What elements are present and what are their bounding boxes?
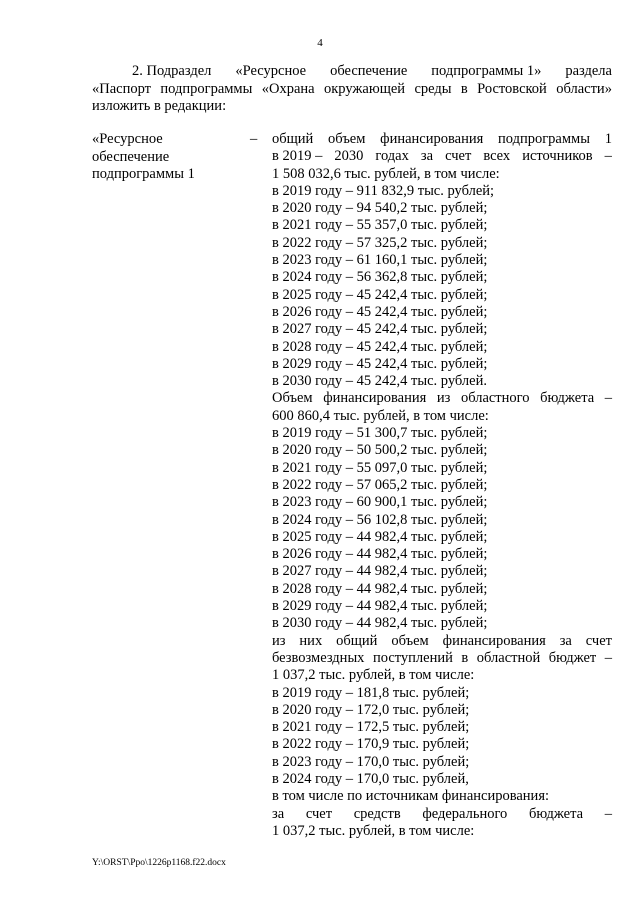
word: раздела [565, 63, 612, 79]
regional-year-line: в 2023 году – 60 900,1 тыс. рублей; [272, 494, 488, 511]
word: Ростовской [477, 80, 547, 97]
grants-year-line: в 2021 году – 172,5 тыс. рублей; [272, 719, 470, 736]
word: общий [336, 632, 378, 649]
word: 2030 [334, 148, 364, 165]
word: «Ресурсное [235, 63, 307, 79]
grants-years-list [272, 685, 612, 789]
word: 1 [604, 131, 612, 147]
total-year-line: в 2019 году – 911 832,9 тыс. рублей; [272, 182, 495, 199]
grants-heading-line-3: 1 037,2 тыс. рублей, в том числе: [272, 667, 475, 684]
grants-year-line: в 2024 году – 170,0 тыс. рублей, [272, 770, 469, 787]
word: объем [328, 131, 366, 147]
regional-years-list [272, 425, 612, 633]
total-year-line: в 2022 году – 57 325,2 тыс. рублей; [272, 234, 488, 251]
total-heading-line-1 [272, 131, 612, 148]
word: счет [585, 632, 612, 649]
word: «Охрана [261, 80, 315, 97]
word: поступлений [372, 649, 453, 666]
intro-line-3: изложить в редакции: [92, 98, 227, 114]
word: Объем [272, 390, 313, 407]
regional-year-line: в 2027 году – 44 982,4 тыс. рублей; [272, 563, 488, 580]
regional-heading-line-1 [272, 390, 612, 407]
intro-line-2 [92, 81, 612, 99]
word: в [460, 80, 468, 97]
regional-year-line: в 2026 году – 44 982,4 тыс. рублей; [272, 546, 488, 563]
page-number: 4 [317, 37, 323, 49]
word: средств [353, 805, 401, 822]
total-year-line: в 2023 году – 61 160,1 тыс. рублей; [272, 252, 488, 269]
word: бюджета [540, 390, 595, 407]
word: них [299, 632, 323, 649]
word: области» [556, 80, 612, 97]
label-line-2: обеспечение [92, 148, 170, 165]
label-line-3: подпрограммы 1 [92, 166, 195, 182]
word: бюджет [548, 649, 597, 666]
word: 2. Подраздел [132, 63, 212, 79]
word: обеспечение [330, 63, 408, 79]
regional-year-line: в 2019 году – 51 300,7 тыс. рублей; [272, 425, 488, 442]
regional-year-line: в 2024 году – 56 102,8 тыс. рублей; [272, 511, 488, 528]
word: счет [305, 805, 333, 822]
total-year-line: в 2020 году – 94 540,2 тыс. рублей; [272, 200, 488, 217]
grants-heading-line-2 [272, 650, 612, 667]
word: финансирования [323, 390, 427, 407]
row-dash: – [250, 131, 258, 147]
total-year-line: в 2027 году – 45 242,4 тыс. рублей; [272, 321, 488, 338]
word: бюджета [528, 805, 584, 822]
total-year-line: в 2028 году – 45 242,4 тыс. рублей; [272, 338, 488, 355]
grants-year-line: в 2020 году – 172,0 тыс. рублей; [272, 701, 470, 718]
word: общий [272, 131, 314, 147]
word: безвозмездных [272, 649, 365, 666]
regional-year-line: в 2028 году – 44 982,4 тыс. рублей; [272, 580, 488, 597]
sources-line: в том числе по источникам финансирования: [272, 788, 550, 805]
total-heading-line-2 [272, 148, 612, 165]
word: объем [391, 632, 429, 649]
regional-year-line: в 2029 году – 44 982,4 тыс. рублей; [272, 598, 488, 615]
word: в 2019 – [272, 148, 323, 165]
regional-year-line: в 2021 году – 55 097,0 тыс. рублей; [272, 459, 488, 476]
word: – [604, 148, 612, 165]
word: окружающей [324, 80, 406, 97]
passport-row-label [92, 131, 242, 184]
word: – [604, 390, 612, 407]
word: источников [522, 148, 593, 165]
regional-year-line: в 2022 году – 57 065,2 тыс. рублей; [272, 476, 488, 493]
word: за [272, 805, 285, 822]
word: за [559, 632, 572, 649]
total-year-line: в 2021 году – 55 357,0 тыс. рублей; [272, 217, 488, 234]
word: подпрограммы [160, 80, 253, 97]
word: за [420, 148, 434, 165]
word: годах [375, 148, 409, 165]
word: счет [445, 148, 472, 165]
word: областной [476, 649, 541, 666]
label-line-1: «Ресурсное [92, 131, 163, 147]
total-year-line: в 2026 году – 45 242,4 тыс. рублей; [272, 303, 488, 320]
word: подпрограммы [498, 131, 590, 147]
grants-heading-line-1 [272, 633, 612, 650]
regional-heading-line-2: 600 860,4 тыс. рублей, в том числе: [272, 407, 489, 424]
grants-year-line: в 2022 году – 170,9 тыс. рублей; [272, 736, 470, 753]
regional-year-line: в 2025 году – 44 982,4 тыс. рублей; [272, 528, 488, 545]
word: всех [483, 148, 511, 165]
intro-paragraph [92, 63, 612, 116]
total-year-line: в 2025 году – 45 242,4 тыс. рублей; [272, 286, 488, 303]
word: среды [414, 80, 452, 97]
federal-heading-line-2: 1 037,2 тыс. рублей, в том числе: [272, 822, 475, 839]
total-year-line: в 2024 году – 56 362,8 тыс. рублей; [272, 269, 488, 286]
regional-year-line: в 2020 году – 50 500,2 тыс. рублей; [272, 442, 488, 459]
word: финансирования [442, 632, 546, 649]
word: – [604, 805, 612, 822]
word: в [461, 649, 469, 666]
word: «Паспорт [92, 80, 151, 97]
word: – [604, 649, 612, 666]
intro-line-1 [92, 63, 612, 81]
grants-year-line: в 2023 году – 170,0 тыс. рублей; [272, 753, 470, 770]
word: из [272, 632, 286, 649]
total-years-list [272, 183, 612, 391]
total-heading-line-3: 1 508 032,6 тыс. рублей, в том числе: [272, 165, 500, 182]
word: федерального [422, 805, 508, 822]
word: подпрограммы 1» [431, 63, 542, 79]
regional-year-line: в 2030 году – 44 982,4 тыс. рублей; [272, 615, 488, 632]
word: областного [460, 390, 530, 407]
federal-heading-line-1 [272, 806, 612, 823]
total-year-line: в 2030 году – 45 242,4 тыс. рублей. [272, 373, 487, 390]
word: финансирования [380, 131, 484, 147]
word: из [436, 390, 451, 407]
grants-year-line: в 2019 году – 181,8 тыс. рублей; [272, 684, 470, 701]
document-file-path: Y:\ORST\Ppo\1226p1168.f22.docx [92, 858, 226, 868]
passport-row-content [272, 131, 612, 840]
total-year-line: в 2029 году – 45 242,4 тыс. рублей; [272, 355, 488, 372]
